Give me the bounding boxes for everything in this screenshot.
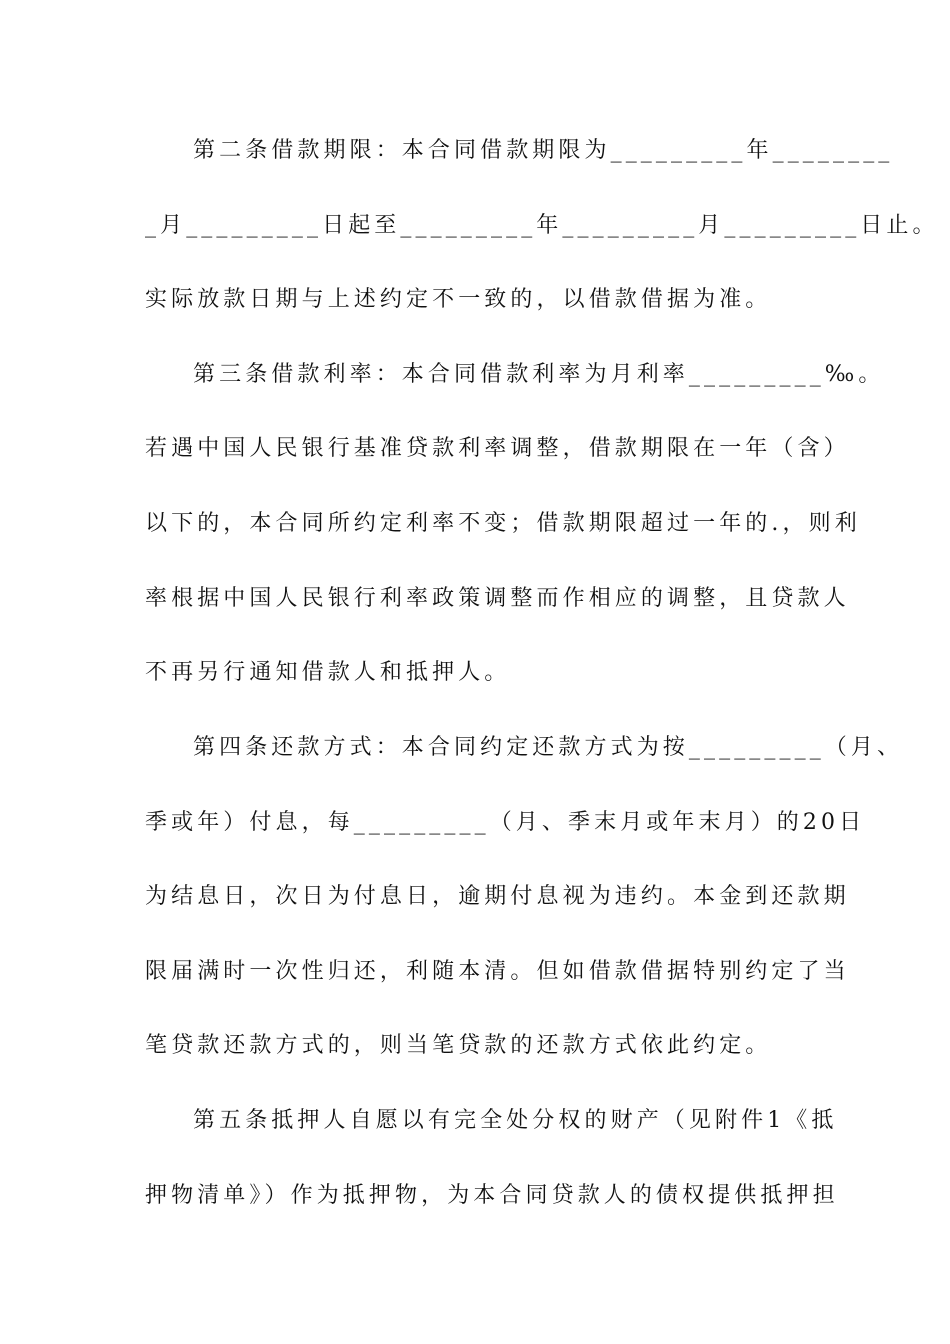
article-5-line-1: 第五条抵押人自愿以有完全处分权的财产（见附件1《抵 xyxy=(193,1108,838,1133)
article-5-line-2: 押物清单》）作为抵押物，为本合同贷款人的债权提供抵押担 xyxy=(145,1183,839,1208)
article-4-line-1: 第四条还款方式：本合同约定还款方式为按_________（月、 xyxy=(193,735,904,760)
article-2-line-2: _月_________日起至_________年_________月_________日止。 xyxy=(145,213,939,238)
article-3-line-1: 第三条借款利率：本合同借款利率为月利率_________‰。 xyxy=(193,362,885,387)
article-4-line-2: 季或年）付息，每_________（月、季末月或年末月）的20日 xyxy=(145,810,866,835)
article-3-line-4: 率根据中国人民银行利率政策调整而作相应的调整，且贷款人 xyxy=(145,586,850,611)
article-2-line-1: 第二条借款期限：本合同借款期限为_________年________ xyxy=(193,138,894,163)
article-4-line-4: 限届满时一次性归还，利随本清。但如借款借据特别约定了当 xyxy=(145,959,850,984)
article-3-line-5: 不再另行通知借款人和抵押人。 xyxy=(145,660,511,685)
article-2-line-3: 实际放款日期与上述约定不一致的，以借款借据为准。 xyxy=(145,287,772,312)
article-4-line-3: 为结息日，次日为付息日，逾期付息视为违约。本金到还款期 xyxy=(145,884,850,909)
article-4-line-5: 笔贷款还款方式的，则当笔贷款的还款方式依此约定。 xyxy=(145,1033,772,1058)
article-3-line-3: 以下的，本合同所约定利率不变；借款期限超过一年的.，则利 xyxy=(145,511,861,536)
article-3-line-2: 若遇中国人民银行基准贷款利率调整，借款期限在一年（含） xyxy=(145,436,850,461)
